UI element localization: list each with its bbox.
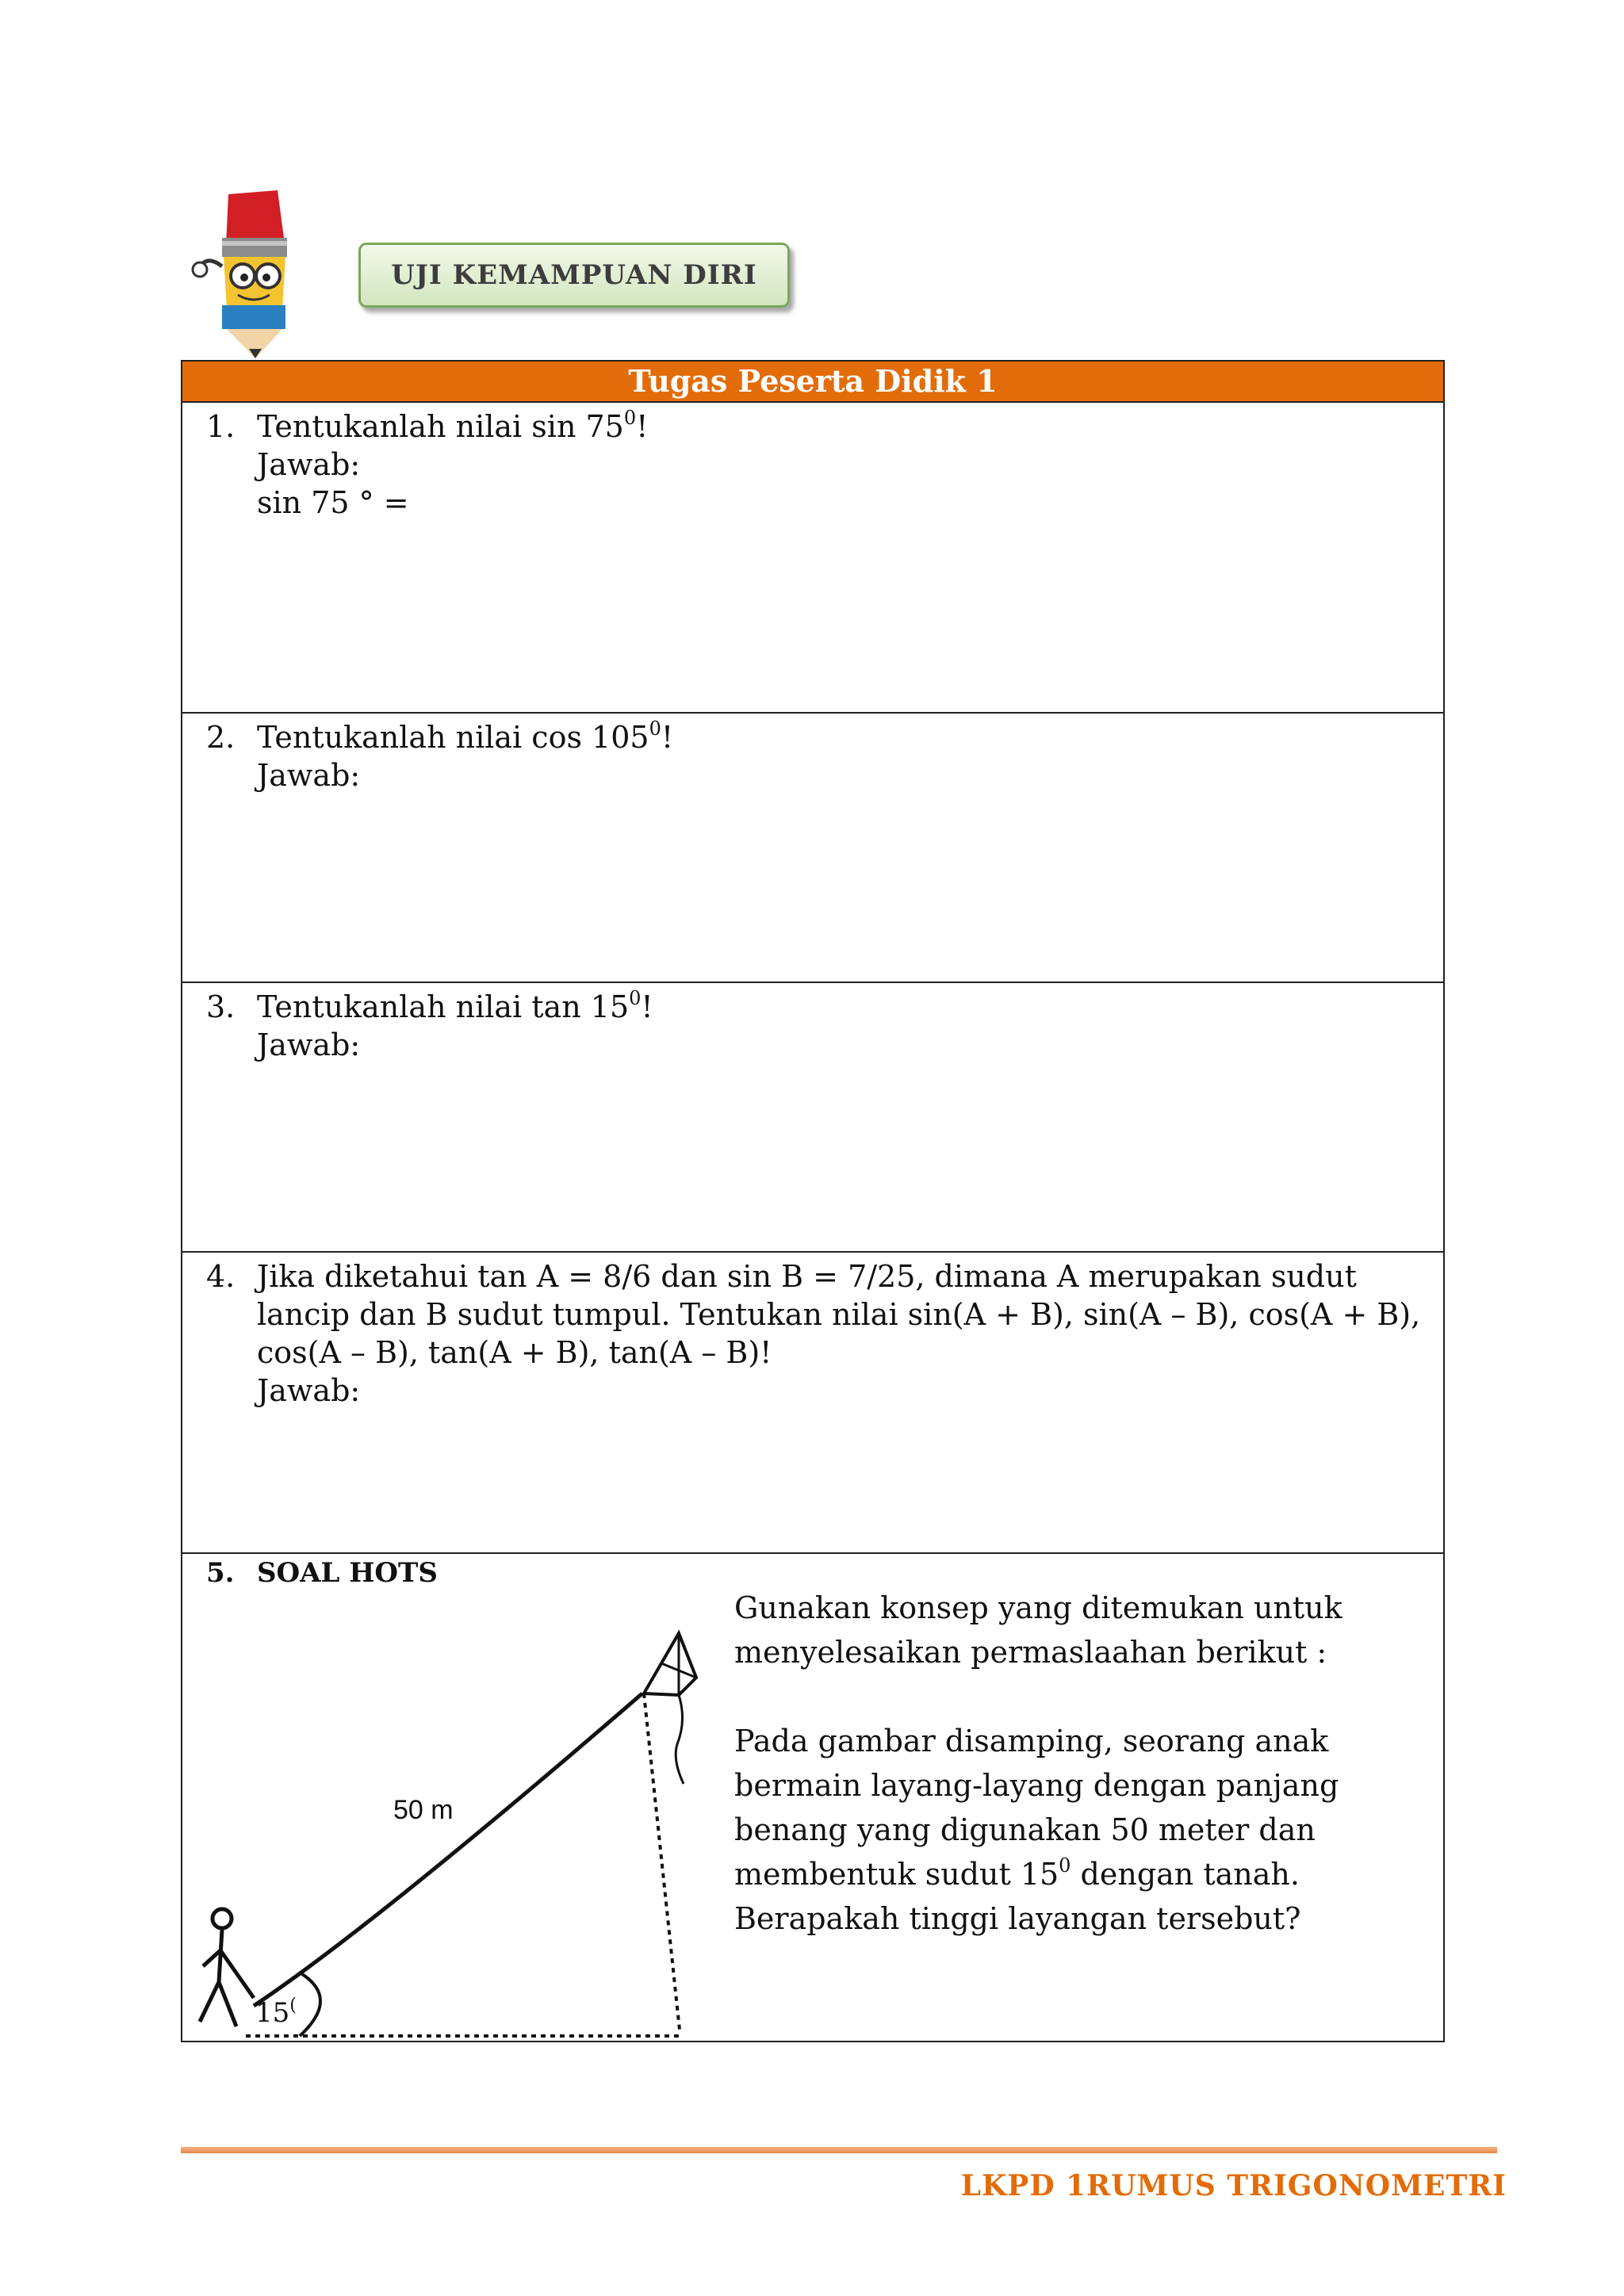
question-number: 4. — [206, 1259, 236, 1294]
answer-work: sin 75 ° = — [257, 485, 409, 520]
question-body — [257, 988, 1427, 1064]
answer-label: Jawab: — [257, 758, 361, 793]
question-row-4 — [182, 1253, 1443, 1554]
question-body — [257, 408, 1427, 522]
hots-intro: Gunakan konsep yang ditemukan untuk menyelesaikan permaslaahan berikut : — [734, 1590, 1342, 1670]
question-text: Jika diketahui tan A = 8/6 dan sin B = 7/25, dimana A merupakan sudut lancip dan B sudut tumpul. Tentukan nilai sin(A + B), sin(A – B), cos(A + B), cos(A – B), tan(A + B), tan(A – B)! — [257, 1259, 1421, 1370]
section-banner: UJI KEMAMPUAN DIRI — [358, 243, 790, 308]
answer-label: Jawab: — [257, 1373, 361, 1408]
hots-title: SOAL HOTS — [257, 1557, 438, 1589]
hots-problem — [734, 1586, 1416, 1985]
question-row-3 — [182, 983, 1443, 1253]
angle-label: 15( — [255, 1996, 297, 2029]
task-table — [181, 360, 1445, 2042]
child-figure-icon — [200, 1909, 254, 2026]
question-text: Tentukanlah nilai $\sin 75^0$! — [257, 407, 649, 444]
hots-problem-text: Pada gambar disamping, seorang anak bermain layang-layang dengan panjang benang yang digunakan 50 meter dan membentuk sudut $15^0$ dengan tanah. Berapakah tinggi layangan tersebut? — [734, 1724, 1339, 1936]
answer-label: Jawab: — [257, 1027, 361, 1062]
question-row-5-hots — [182, 1554, 1443, 2041]
string-length-label: 50 m — [393, 1795, 454, 1825]
question-number: 3. — [206, 989, 236, 1024]
question-row-2 — [182, 714, 1443, 983]
question-text: Tentukanlah nilai $\tan 15^0$! — [257, 987, 653, 1024]
question-text: Tentukanlah nilai $\cos 105^0$! — [257, 718, 674, 755]
question-number: 2. — [206, 720, 236, 755]
kite-string — [254, 1693, 642, 2006]
footer-label: LKPD 1RUMUS TRIGONOMETRI — [960, 2169, 1507, 2202]
angle-arc — [300, 1973, 320, 2036]
question-number: 5. — [206, 1557, 235, 1589]
pencil-mascot-icon — [190, 190, 309, 361]
footer-divider — [181, 2147, 1497, 2153]
height-line — [644, 1693, 680, 2030]
question-body — [257, 1257, 1427, 1410]
question-number: 1. — [206, 409, 236, 444]
answer-label: Jawab: — [257, 447, 361, 482]
question-body — [257, 718, 1427, 794]
table-title: Tugas Peserta Didik 1 — [182, 362, 1443, 403]
question-row-1 — [182, 403, 1443, 714]
